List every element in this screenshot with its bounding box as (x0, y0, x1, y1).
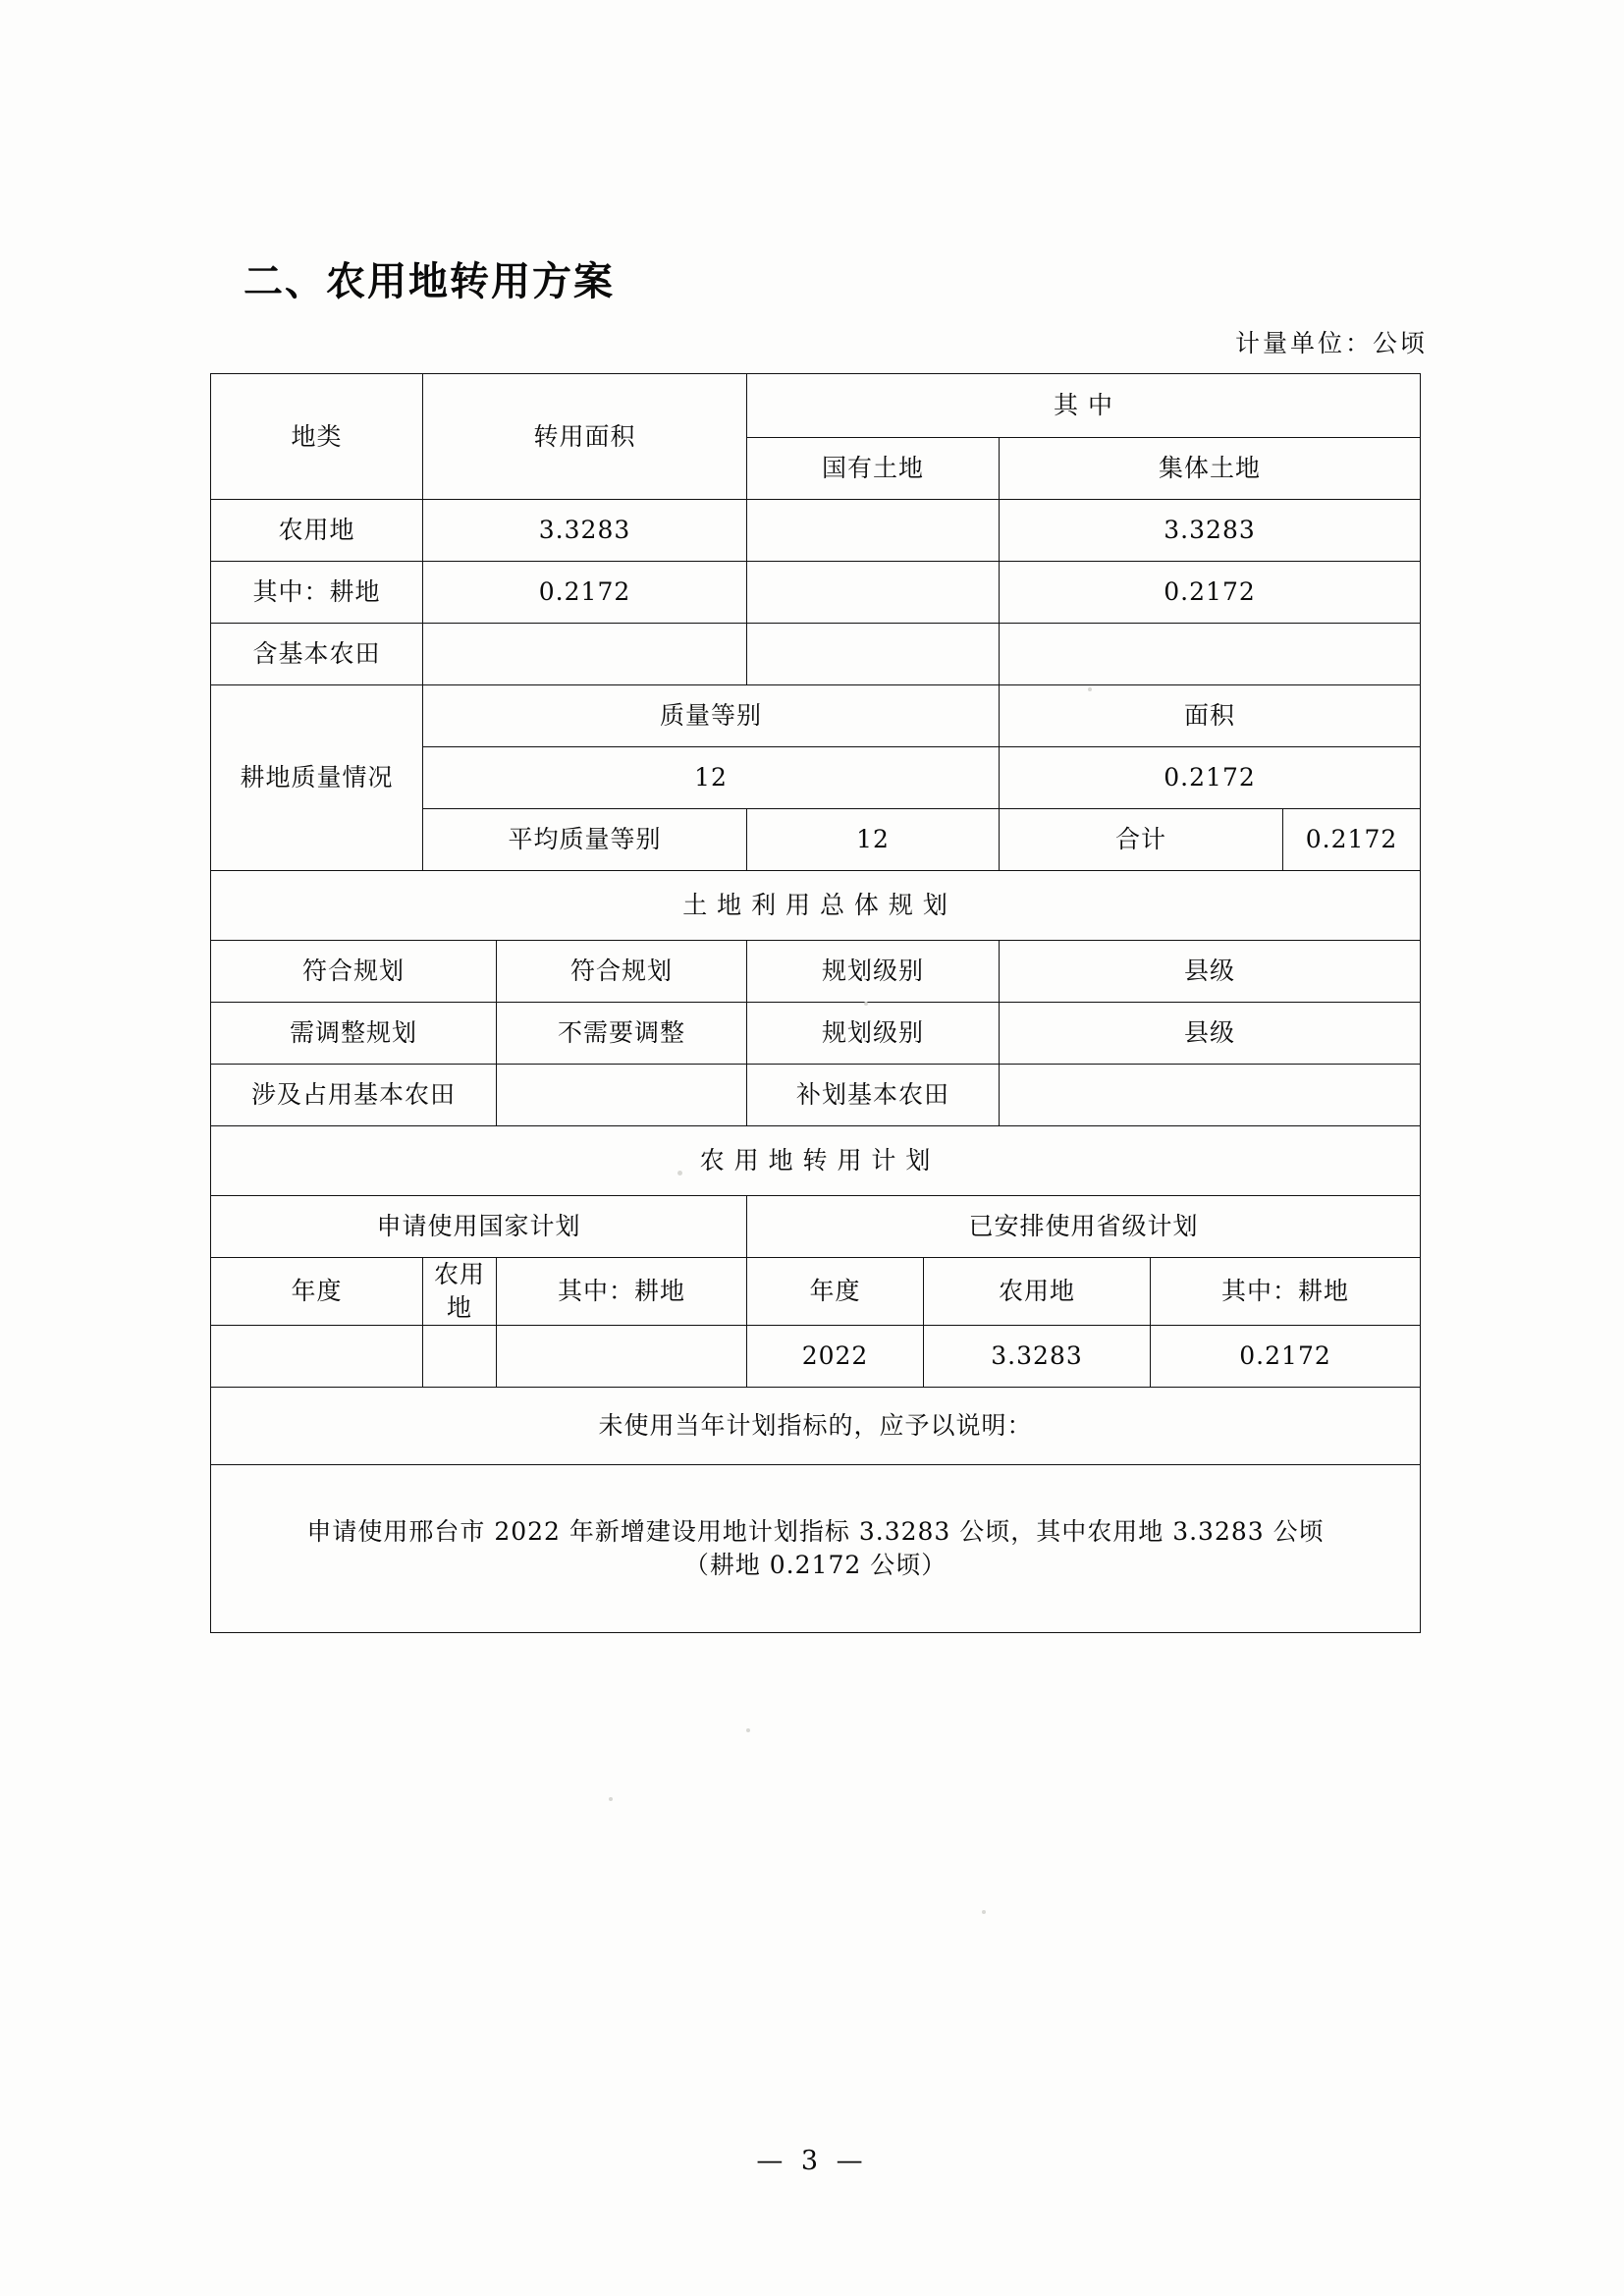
average-grade-label: 平均质量等别 (423, 809, 747, 871)
quality-total-label: 合计 (1000, 809, 1283, 871)
conversion-plan-group-header-row (211, 1196, 1421, 1258)
provincial-cultivated-header: 其中：耕地 (1151, 1258, 1421, 1326)
basic-farmland-converted-area (423, 624, 747, 685)
cultivated-land-state-owned (747, 562, 1000, 624)
measurement-unit-label: 计量单位：公顷 (1234, 329, 1428, 357)
quality-total-value: 0.2172 (1283, 809, 1421, 871)
scan-speckle (746, 1728, 750, 1732)
note-prompt: 未使用当年计划指标的，应予以说明： (211, 1387, 1421, 1464)
national-agricultural-header: 农用地 (423, 1258, 497, 1326)
plan-level-label-2: 规划级别 (747, 1003, 1000, 1065)
row-label-cultivated-land: 其中：耕地 (211, 562, 423, 624)
agricultural-land-collective: 3.3283 (1000, 500, 1421, 562)
land-use-plan-row-1 (211, 941, 1421, 1003)
occupy-basic-farmland-value (497, 1065, 747, 1126)
note-paragraph (211, 1464, 1421, 1632)
plan-conform-label: 符合规划 (211, 941, 497, 1003)
average-grade-value: 12 (747, 809, 1000, 871)
row-label-agricultural-land: 农用地 (211, 500, 423, 562)
note-paragraph-row (211, 1464, 1421, 1632)
conversion-plan-title: 农 用 地 转 用 计 划 (211, 1126, 1421, 1196)
row-label-basic-farmland: 含基本农田 (211, 624, 423, 685)
basic-farmland-collective (1000, 624, 1421, 685)
provincial-cultivated-value: 0.2172 (1151, 1325, 1421, 1387)
land-use-plan-title: 土 地 利 用 总 体 规 划 (211, 871, 1421, 941)
scan-speckle (609, 1797, 613, 1801)
national-plan-header: 申请使用国家计划 (211, 1196, 747, 1258)
national-year-header: 年度 (211, 1258, 423, 1326)
quality-grade-value: 12 (423, 747, 1000, 809)
agricultural-land-state-owned (747, 500, 1000, 562)
basic-farmland-state-owned (747, 624, 1000, 685)
quality-grade-header: 质量等别 (423, 685, 1000, 747)
provincial-agricultural-value: 3.3283 (924, 1325, 1151, 1387)
quality-section-label: 耕地质量情况 (211, 685, 423, 871)
header-land-type: 地类 (211, 374, 423, 500)
provincial-year-value: 2022 (747, 1325, 924, 1387)
table-row-basic-farmland (211, 624, 1421, 685)
plan-conform-value: 符合规划 (497, 941, 747, 1003)
conversion-plan-title-row (211, 1126, 1421, 1196)
plan-adjust-label: 需调整规划 (211, 1003, 497, 1065)
land-use-plan-row-2 (211, 1003, 1421, 1065)
page-title: 二、农用地转用方案 (244, 258, 615, 304)
provincial-year-header: 年度 (747, 1258, 924, 1326)
national-cultivated-value (497, 1325, 747, 1387)
note-paragraph-line-2: （耕地 0.2172 公顷） (683, 1550, 947, 1579)
national-cultivated-header: 其中：耕地 (497, 1258, 747, 1326)
national-agricultural-value (423, 1325, 497, 1387)
provincial-agricultural-header: 农用地 (924, 1258, 1151, 1326)
national-year-value (211, 1325, 423, 1387)
provincial-plan-header: 已安排使用省级计划 (747, 1196, 1421, 1258)
header-collective-land: 集体土地 (1000, 438, 1421, 500)
table-row-cultivated-land (211, 562, 1421, 624)
conversion-plan-value-row (211, 1325, 1421, 1387)
land-conversion-table (210, 373, 1421, 1633)
cultivated-land-collective: 0.2172 (1000, 562, 1421, 624)
supplement-basic-farmland-label: 补划基本农田 (747, 1065, 1000, 1126)
scan-speckle (982, 1910, 986, 1914)
land-use-plan-title-row (211, 871, 1421, 941)
occupy-basic-farmland-label: 涉及占用基本农田 (211, 1065, 497, 1126)
conversion-plan-column-header-row (211, 1258, 1421, 1326)
land-use-plan-row-3 (211, 1065, 1421, 1126)
agricultural-land-converted-area: 3.3283 (423, 500, 747, 562)
supplement-basic-farmland-value (1000, 1065, 1421, 1126)
plan-level-value-2: 县级 (1000, 1003, 1421, 1065)
table-header-row-top (211, 374, 1421, 438)
cultivated-land-converted-area: 0.2172 (423, 562, 747, 624)
plan-level-value-1: 县级 (1000, 941, 1421, 1003)
page-number-footer: — 3 — (756, 2146, 868, 2176)
plan-adjust-value: 不需要调整 (497, 1003, 747, 1065)
table-row-agricultural-land (211, 500, 1421, 562)
quality-header-row (211, 685, 1421, 747)
quality-area-header: 面积 (1000, 685, 1421, 747)
quality-area-value: 0.2172 (1000, 747, 1421, 809)
note-prompt-row (211, 1387, 1421, 1464)
plan-level-label-1: 规划级别 (747, 941, 1000, 1003)
header-converted-area: 转用面积 (423, 374, 747, 500)
header-state-owned-land: 国有土地 (747, 438, 1000, 500)
note-paragraph-line-1: 申请使用邢台市 2022 年新增建设用地计划指标 3.3283 公顷，其中农用地 3.3283 公顷 (306, 1516, 1325, 1546)
header-among-which: 其 中 (747, 374, 1421, 438)
